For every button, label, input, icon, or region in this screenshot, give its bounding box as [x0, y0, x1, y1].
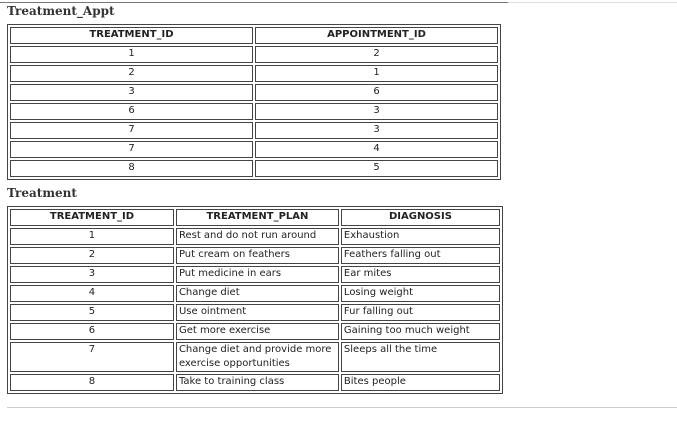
appointment-id-cell: 6	[255, 84, 498, 101]
table-row	[10, 122, 498, 139]
table-row	[10, 228, 500, 245]
treatment-id-cell: 8	[10, 374, 174, 391]
treatment-plan-cell: Change diet and provide more exercise opportunities	[176, 342, 339, 372]
appointment-id-cell: 2	[255, 46, 498, 63]
table-row	[10, 285, 500, 302]
treatment-plan-cell: Rest and do not run around	[176, 228, 339, 245]
appointment-id-cell: 4	[255, 141, 498, 158]
diagnosis-cell: Feathers falling out	[341, 247, 500, 264]
treatment-plan-cell: Change diet	[176, 285, 339, 302]
appointment-id-cell: 1	[255, 65, 498, 82]
appointment-id-cell: 3	[255, 103, 498, 120]
treatment-appt-table	[7, 24, 501, 180]
table-row	[10, 342, 500, 372]
diagnosis-cell: Fur falling out	[341, 304, 500, 321]
treatment-id-cell: 3	[10, 266, 174, 283]
treatment-id-cell: 1	[10, 46, 253, 63]
table-row	[10, 141, 498, 158]
treatment-id-cell: 7	[10, 122, 253, 139]
treatment-plan-cell: Put medicine in ears	[176, 266, 339, 283]
table-row	[10, 374, 500, 391]
treatment-heading: Treatment	[7, 186, 77, 200]
table-row	[10, 160, 498, 177]
table-row	[10, 266, 500, 283]
diagnosis-cell: Sleeps all the time	[341, 342, 500, 372]
diagnosis-cell: Gaining too much weight	[341, 323, 500, 340]
table-row	[10, 65, 498, 82]
column-header-treatment-id: TREATMENT_ID	[10, 209, 174, 226]
column-header-treatment-id: TREATMENT_ID	[10, 27, 253, 44]
table-header-row	[10, 27, 498, 44]
table-header-row	[10, 209, 500, 226]
table-row	[10, 103, 498, 120]
treatment-id-cell: 3	[10, 84, 253, 101]
table-row	[10, 46, 498, 63]
column-header-diagnosis: DIAGNOSIS	[341, 209, 500, 226]
table-row	[10, 323, 500, 340]
treatment-plan-cell: Use ointment	[176, 304, 339, 321]
appointment-id-cell: 3	[255, 122, 498, 139]
appointment-id-cell: 5	[255, 160, 498, 177]
treatment-plan-cell: Get more exercise	[176, 323, 339, 340]
table-row	[10, 304, 500, 321]
treatment-table	[7, 206, 503, 394]
bottom-divider	[7, 407, 677, 408]
diagnosis-cell: Exhaustion	[341, 228, 500, 245]
top-divider	[0, 2, 508, 3]
table-row	[10, 84, 498, 101]
treatment-id-cell: 6	[10, 323, 174, 340]
column-header-appointment-id: APPOINTMENT_ID	[255, 27, 498, 44]
treatment-plan-cell: Put cream on feathers	[176, 247, 339, 264]
treatment-plan-cell: Take to training class	[176, 374, 339, 391]
column-header-treatment-plan: TREATMENT_PLAN	[176, 209, 339, 226]
treatment-id-cell: 6	[10, 103, 253, 120]
treatment-id-cell: 2	[10, 247, 174, 264]
top-divider-right	[508, 2, 677, 3]
treatment-appt-heading: Treatment_Appt	[7, 4, 115, 18]
treatment-id-cell: 7	[10, 342, 174, 372]
treatment-id-cell: 1	[10, 228, 174, 245]
diagnosis-cell: Ear mites	[341, 266, 500, 283]
treatment-id-cell: 5	[10, 304, 174, 321]
treatment-id-cell: 2	[10, 65, 253, 82]
table-row	[10, 247, 500, 264]
treatment-id-cell: 7	[10, 141, 253, 158]
diagnosis-cell: Losing weight	[341, 285, 500, 302]
diagnosis-cell: Bites people	[341, 374, 500, 391]
treatment-id-cell: 8	[10, 160, 253, 177]
treatment-id-cell: 4	[10, 285, 174, 302]
